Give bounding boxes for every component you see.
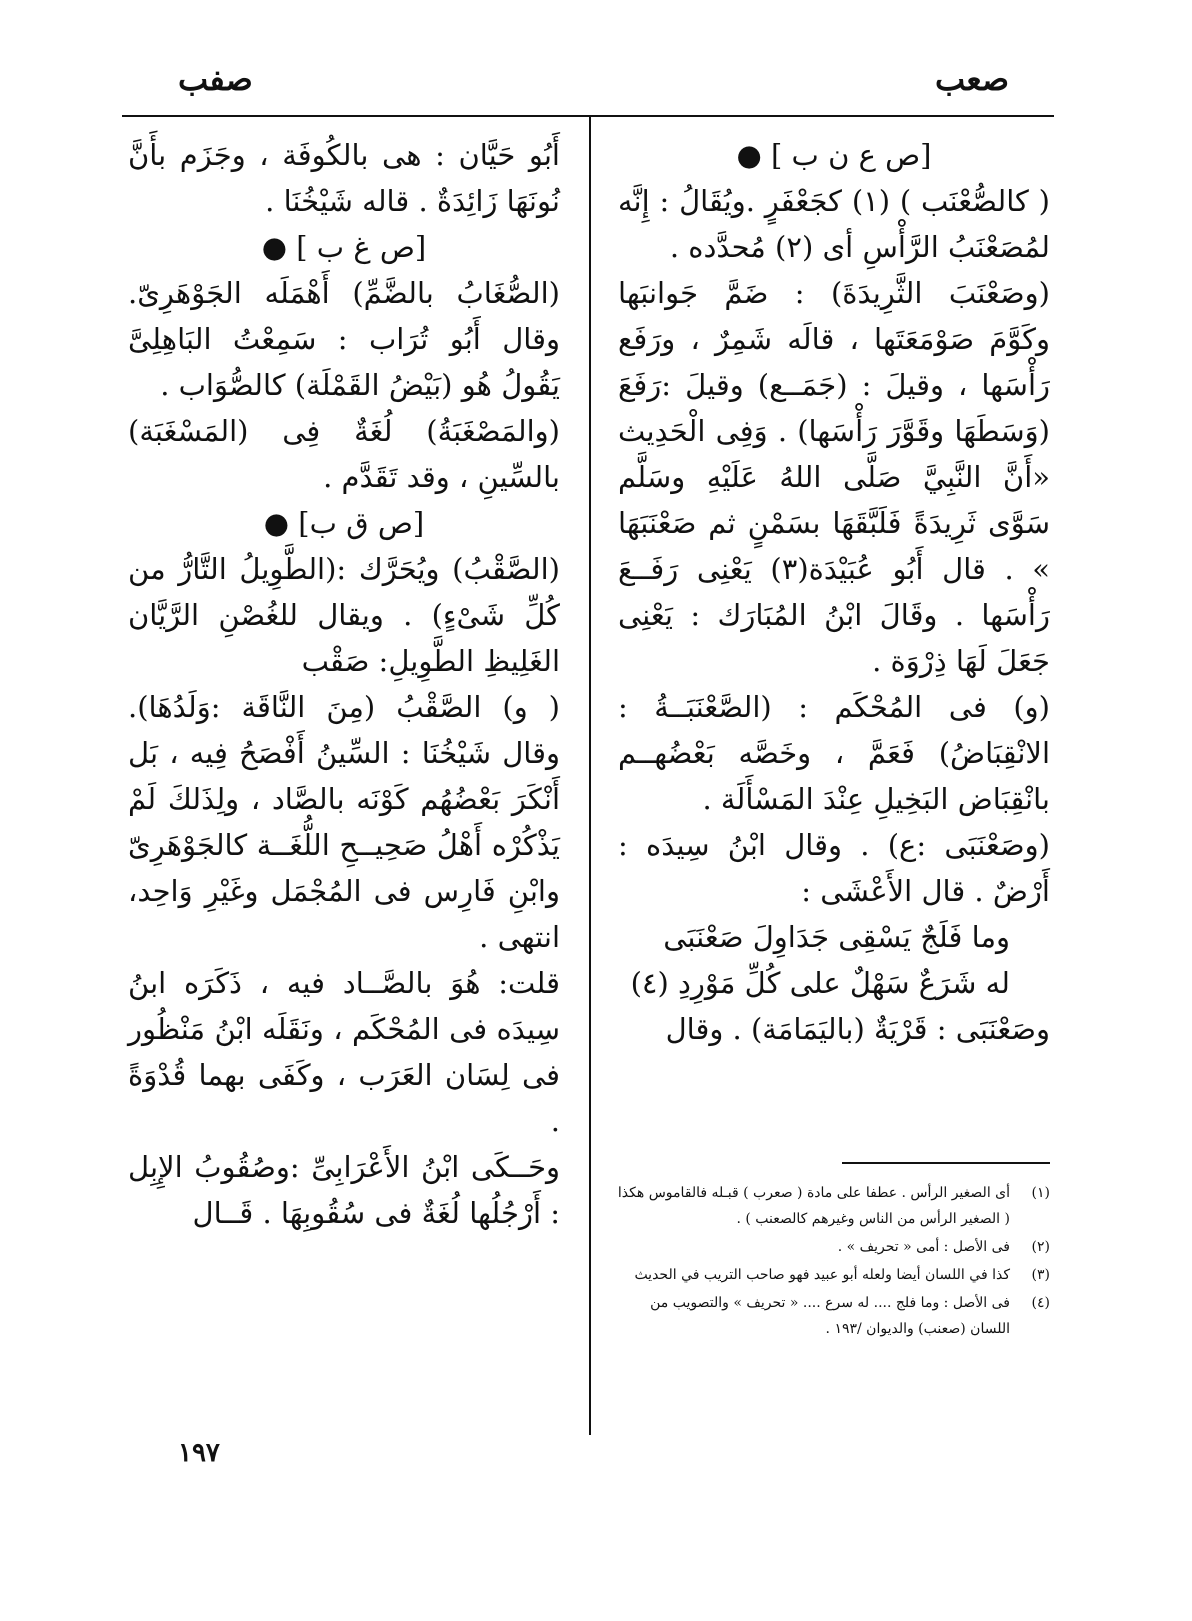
footnote-rule [842,1162,1050,1164]
footnote-number: (١) [1031,1185,1050,1201]
left-column [128,132,560,1236]
paragraph: (الصَّقْبُ) ويُحَرَّك :(الطَّوِيلُ التَّارُّ من كُلِّ شَىْءٍ) . ويقال للغُصْنِ الرَّيَّان الغَلِيظِ الطَّوِيلِ: صَقْب [128,552,560,678]
footnote-number: (٣) [1031,1267,1050,1283]
page-number: ١٩٧ [178,1438,220,1468]
paragraph: وحَــكَى ابْنُ الأَعْرَابِىِّ :وصُقُوبُ الإِبِل : أَرْجُلُها لُغَةٌ فى سُقُوبِهَا . قَــال [128,1150,560,1230]
header-right-word: صعب [935,60,1010,98]
footnote-number: (٢) [1031,1239,1050,1255]
footnote [612,1234,1050,1260]
entry-heading: [ص ق ب] ● [263,506,425,540]
paragraph: (والمَصْغَبَةُ) لُغَةٌ فِى (المَسْغَبَة) بالسِّينِ ، وقد تَقَدَّم . [128,414,560,494]
paragraph: ( و) الصَّقْبُ (مِنَ النَّاقَة :وَلَدُهَا). وقال شَيْخُنَا : السِّينُ أَفْصَحُ فِيه ، بَل أَنْكَرَ بَعْضُهُم كَوْنَه بالصَّاد ، ولِذَلكَ لَمْ يَذْكُرْه أَهْلُ صَحِيــحِ اللُّغَــة كالجَوْهَرِىّ وابْنِ فَارِس فى المُجْمَل وغَيْرِ وَاحِد، انتهى . [128,690,560,954]
paragraph: أَبُو حَيَّان : هى بالكُوفَة ، وجَزَم بأَنَّ نُونَهَا زَائِدَةٌ . قاله شَيْخُنَا . [128,138,560,218]
footnotes [612,1180,1050,1344]
paragraph: (وصَعْنَبَى :ع) . وقال ابْنُ سِيدَه : أَرْضٌ . قال الأَعْشَى : [618,828,1050,908]
paragraph: وصَعْنَبَى : قَرْيَةٌ (باليَمَامَة) . وقال [665,1012,1050,1046]
paragraph: ( كالصُّعْنَب ) (١) كجَعْفَرٍ .ويُقَالُ : إِنَّه لمُصَعْنَبُ الرَّأْسِ أى (٢) مُحدَّده . [618,184,1050,264]
footnote [612,1290,1050,1342]
paragraph: قلت: هُوَ بالصَّــاد فيه ، ذَكَرَه ابنُ سِيدَه فى المُحْكَم ، ونَقَلَه ابْنُ مَنْظُور فى لِسَان العَرَب ، وكَفَى بهما قُدْوَةً . [128,966,560,1138]
footnote-text: فى الأصل : وما فلج .... له سرع .... « تحريف » والتصويب من اللسان (صعنب) والديوان /١٩٣ . [650,1295,1010,1337]
poem-verse: وما فَلَجٌ يَسْقِى جَدَاوِلَ صَعْنَبَى [663,920,1010,954]
footnote-text: فى الأصل : أمى « تحريف » . [837,1239,1010,1255]
poem-verse: له شَرَعٌ سَهْلٌ على كُلِّ مَوْرِدِ (٤) [630,966,1010,1000]
right-column [618,132,1050,1052]
header-rule [122,115,1054,117]
paragraph: (و) فى المُحْكَم : (الصَّعْنَبَــةُ : الانْقِبَاضُ) فَعَمَّ ، وخَصَّه بَعْضُهــم بانْقِبَاض البَخِيلِ عِنْدَ المَسْأَلَة . [618,690,1050,816]
footnote [612,1180,1050,1232]
paragraph: (وصَعْنَبَ الثَّرِيدَةَ) : ضَمَّ جَوانبَها وكَوَّمَ صَوْمَعَتَها ، قالَه شَمِرٌ ، ورَفَع رَأْسَها ، وقيلَ : (جَمَــع) وقيلَ :رَفَعَ (وَسَطَهَا وقَوَّرَ رَأْسَها) . وَفِى الْحَدِيث «أَنَّ النَّبِيَّ صَلَّى اللهُ عَلَيْهِ وسَلَّم سَوَّى ثَرِيدَةً فَلَبَّقَهَا بسَمْنٍ ثم صَعْنَبَهَا » . قال أَبُو عُبَيْدَة(٣) يَعْنِى رَفَــعَ رَأْسَها . وقَالَ ابْنُ المُبَارَك : يَعْنِى جَعَلَ لَهَا ذِرْوَة . [618,276,1051,678]
header-left-word: صفب [178,60,253,98]
paragraph: (الصُّغَابُ بالضَّمِّ) أَهْمَلَه الجَوْهَرِىّ. وقال أَبُو تُرَاب : سَمِعْتُ البَاهِلِىَّ يَقُولُ هُو (بَيْضُ القَمْلَة) كالصُّوَاب . [128,276,560,402]
footnote-number: (٤) [1031,1295,1050,1311]
footnote [612,1262,1050,1288]
footnote-text: كذا في اللسان أيضا ولعله أبو عبيد فهو صاحب التريب في الحديث [634,1267,1010,1283]
entry-heading: [ص غ ب ] ● [261,230,427,264]
column-divider [589,117,591,1435]
footnote-text: أى الصغير الرأس . عطفا على مادة ( صعرب ) قبـله فالقاموس هكذا ( الصغير الرأس من الناس وغيرهم كالصعنب ) . [617,1185,1010,1227]
entry-heading: [ص ع ن ب ] ● [736,138,932,172]
